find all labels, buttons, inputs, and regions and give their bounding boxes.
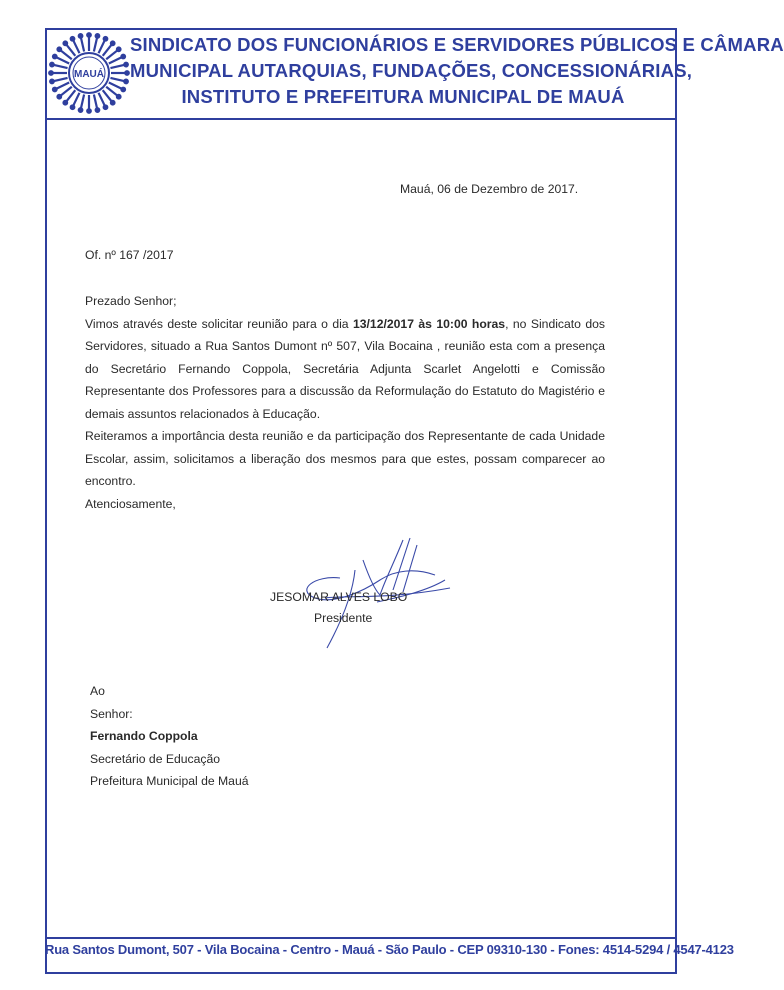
logo-ray-head [96,34,100,38]
logo-ray-head [57,95,61,99]
logo-ray [106,51,117,60]
logo-ray-head [87,33,91,37]
logo-ray-head [49,71,53,75]
meeting-datetime: 13/12/2017 às 10:00 horas [352,316,506,331]
logo-ray-head [104,37,108,41]
logo-ray-head [117,95,121,99]
logo-ray-head [79,34,83,38]
logo-ray [67,90,76,101]
paragraph-1: Vimos através deste solicitar reunião para o dia 13/12/2017 às 10:00 horas, no Sindicato dos Servidores, situado a Rua Santos Dumont nº 507, Vila Bocaina , reunião esta com a presença do Secretário Fernando Coppola, Secretária Adjunta Scarlet Angelotti e Comissão Representante dos Professores para a discussão da Reformulação do Estatuto do Magistério e demais assuntos relacionados à Educação. [85,316,606,421]
logo-ray-head [121,88,125,92]
logo-ray-head [124,63,128,67]
logo-ray-head [121,55,125,59]
logo-ray-head [57,48,61,52]
logo-ray-head [50,63,54,67]
logo-ray-head [111,41,115,45]
salutation: Prezado Senhor; [85,294,177,308]
recipient-title: Senhor: [90,706,133,721]
logo-ray [54,78,68,81]
logo-ray [99,93,105,106]
logo-ray [109,57,122,63]
logo-ray-head [79,108,83,112]
recipient-organization: Prefeitura Municipal de Mauá [90,774,249,788]
recipient-to: Ao [90,684,105,698]
footer-address: Rua Santos Dumont, 507 - Vila Bocaina - Centro - Mauá - São Paulo - CEP 09310-130 - Fones: 4514-5294 / 4547-4123 [45,942,734,957]
logo-ray-head [53,55,57,59]
logo-ray [81,94,84,108]
letter-date: Mauá, 06 de Dezembro de 2017. [400,182,579,196]
logo-ray-head [117,48,121,52]
footer-divider [45,937,677,939]
logo-ray-head [53,88,57,92]
paragraph-2: Reiteramos a importância desta reunião e da participação dos Representante de cada Unidade Escolar, assim, solicitamos a liberação dos mesmos para que estes, possam comparecer ao encontro. [85,429,605,488]
logo-ray [73,41,79,54]
logo-ray-head [124,80,128,84]
logo-ray [99,41,105,54]
logo-ray-head [64,101,68,105]
logo-ray [110,78,124,81]
recipient-name: Fernando Coppola [90,729,198,743]
logo-ray [106,87,117,96]
logo-text: MAUÁ [74,69,104,80]
closing: Atenciosamente, [85,496,176,511]
logo-ray-head [104,105,108,109]
logo-ray [109,83,122,89]
org-name-line-3: INSTITUTO E PREFEITURA MUNICIPAL DE MAUÁ [181,86,625,107]
logo-ray [57,83,70,89]
header-divider [45,118,677,120]
logo-ray-head [64,41,68,45]
logo-ray-head [125,71,129,75]
logo-ray-head [71,105,75,109]
logo-ray [67,45,76,56]
logo-ray-head [50,80,54,84]
recipient-position: Secretário de Educação [90,751,221,766]
logo-ray-head [111,101,115,105]
logo-ray [94,38,97,52]
logo-ray [103,45,112,56]
letter-body [85,290,605,515]
signer-role: Presidente [314,611,373,625]
logo-ray [54,65,68,68]
recipient-block [90,680,249,793]
logo-ray-head [71,37,75,41]
logo-ray [73,93,79,106]
org-name-line-1: SINDICATO DOS FUNCIONÁRIOS E SERVIDORES PÚBLICOS E CÂMARA [130,34,784,55]
letter-reference: Of. nº 167 /2017 [85,248,174,262]
logo-ray [61,51,72,60]
logo-ray [103,90,112,101]
logo-ray-head [87,109,91,113]
logo-ray [81,38,84,52]
union-logo [48,32,130,114]
signer-name: JESOMAR ALVES LOBO [270,590,408,604]
org-name-line-2: MUNICIPAL AUTARQUIAS, FUNDAÇÕES, CONCESSIONÁRIAS, [130,60,693,81]
logo-ray [110,65,124,68]
logo-ray [61,87,72,96]
logo-ray-head [96,108,100,112]
logo-ray [94,94,97,108]
logo-ray [57,57,70,63]
